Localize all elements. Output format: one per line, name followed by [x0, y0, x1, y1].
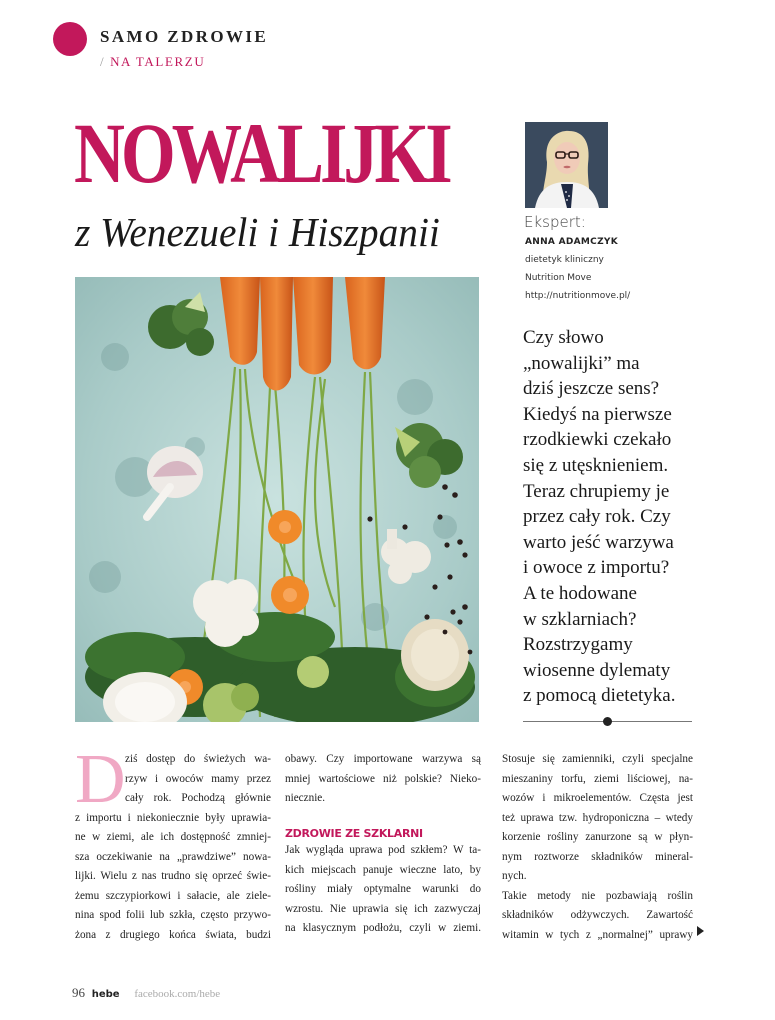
body-line: nym roztworze składników mineral-: [502, 850, 693, 863]
page-footer: [72, 985, 220, 1001]
article-title: NOWALIJKI: [74, 105, 449, 201]
portrait-illustration-icon: [525, 122, 608, 208]
lead-line: w szklarniach?: [523, 608, 637, 630]
body-line: rośliny miały optymalne warunki do: [285, 883, 481, 895]
vegetables-photo: [75, 277, 479, 722]
body-line: nych.: [502, 870, 527, 882]
expert-role: dietetyk kliniczny: [525, 255, 604, 265]
body-line: cały rok. Pochodzą głównie: [125, 792, 271, 804]
brand-logo: hebe: [91, 989, 120, 1000]
body-line: składników odżywczych. Zawartość: [502, 909, 693, 921]
social-link[interactable]: facebook.com/hebe: [134, 988, 221, 1000]
body-line: wzrostu. Nie uprawia się ich zazwyczaj: [285, 902, 481, 915]
lead-line: dziś jeszcze sens?: [523, 378, 660, 400]
lead-line: warto jeść warzywa: [523, 531, 674, 553]
body-line: żona z drugiego końca świata, budzi: [75, 928, 271, 941]
body-line: lijki. Wielu z nas trudno się oprzeć świe-: [75, 870, 271, 882]
body-line: Takie metody nie pozbawiają roślin: [502, 889, 693, 902]
expert-company: Nutrition Move: [525, 273, 592, 283]
body-line: nina spod folii lub szkła, często przywo-: [75, 909, 271, 921]
expert-label: Ekspert:: [524, 213, 586, 231]
lead-line: rzodkiewki czekało: [523, 429, 672, 451]
section-marker-dot: [53, 22, 87, 56]
body-line: na klasycznym podłożu, czyli w ziemi.: [285, 922, 481, 934]
page-number: 96: [72, 985, 85, 1000]
body-line: korzenie rośliny zanurzone są w płyn-: [502, 831, 693, 843]
body-line: witamin w tych z „normalnej” uprawy: [502, 928, 693, 941]
subsection-label: [100, 54, 205, 70]
lead-paragraph: [523, 325, 713, 709]
lead-line: A te hodowane: [523, 582, 637, 604]
lead-line: Kiedyś na pierwsze: [523, 403, 672, 425]
lead-line: Rozstrzygamy: [523, 634, 633, 656]
lead-line: się z utęsknieniem.: [523, 454, 669, 476]
lead-line: z pomocą dietetyka.: [523, 685, 676, 707]
expert-name: ANNA ADAMCZYK: [525, 237, 619, 247]
expert-portrait: [525, 122, 608, 208]
body-line: wozów i mikroelementów. Częsta jest: [502, 792, 693, 804]
vegetables-illustration-icon: [75, 277, 479, 722]
body-line: ne w ziemi, ale ich dostępność zmniej-: [75, 831, 271, 843]
body-line: mniej wartościowe niż polskie? Nieko-: [285, 772, 481, 785]
subsection-slash: /: [100, 54, 111, 69]
expert-url-link[interactable]: http://nutritionmove.pl/: [525, 291, 631, 301]
body-line: też uprawa tzw. hydroponiczna – wtedy: [502, 811, 693, 824]
body-line: niecznie.: [285, 792, 326, 804]
lead-line: wiosenne dylematy: [523, 659, 671, 681]
subsection-text: NA TALERZU: [110, 54, 206, 69]
body-line: sza oczekiwanie na „prawdziwe” nowa-: [75, 850, 271, 863]
lead-line: Teraz chrupiemy je: [523, 480, 670, 502]
body-line: z importu i niekoniecznie były uprawia-: [75, 811, 271, 824]
lead-line: i owoce z importu?: [523, 557, 670, 579]
drop-cap: D: [75, 741, 126, 818]
body-column-2: [285, 750, 481, 939]
body-column-3: [502, 750, 693, 945]
body-column-1: [75, 750, 271, 945]
body-line: Jak wygląda uprawa pod szkłem? W ta-: [285, 844, 481, 856]
section-title: SAMO ZDROWIE: [100, 27, 269, 46]
continue-arrow-icon: [697, 926, 704, 936]
section-subheading: ZDROWIE ZE SZKLARNI: [285, 826, 423, 840]
lead-line: „nowalijki” ma: [523, 352, 640, 374]
lead-line: przez cały rok. Czy: [523, 506, 671, 528]
body-line: kich miejscach panuje wieczne lato, by: [285, 863, 481, 876]
body-line: Stosuje się zamienniki, czyli specjalne: [502, 753, 693, 765]
article-subtitle: z Wenezueli i Hiszpanii: [75, 209, 440, 255]
body-line: ziś dostęp do świeżych wa-: [125, 753, 271, 765]
body-line: rzyw i owoców mamy przez: [125, 772, 271, 785]
divider-dot: [603, 717, 612, 726]
lead-line: Czy słowo: [523, 327, 604, 348]
body-line: mieszaniny torfu, ziemi liściowej, na-: [502, 772, 693, 785]
body-line: obawy. Czy importowane warzywa są: [285, 753, 481, 765]
body-line: żemu szczypiorkowi i sałacie, ale ziele-: [75, 889, 271, 902]
